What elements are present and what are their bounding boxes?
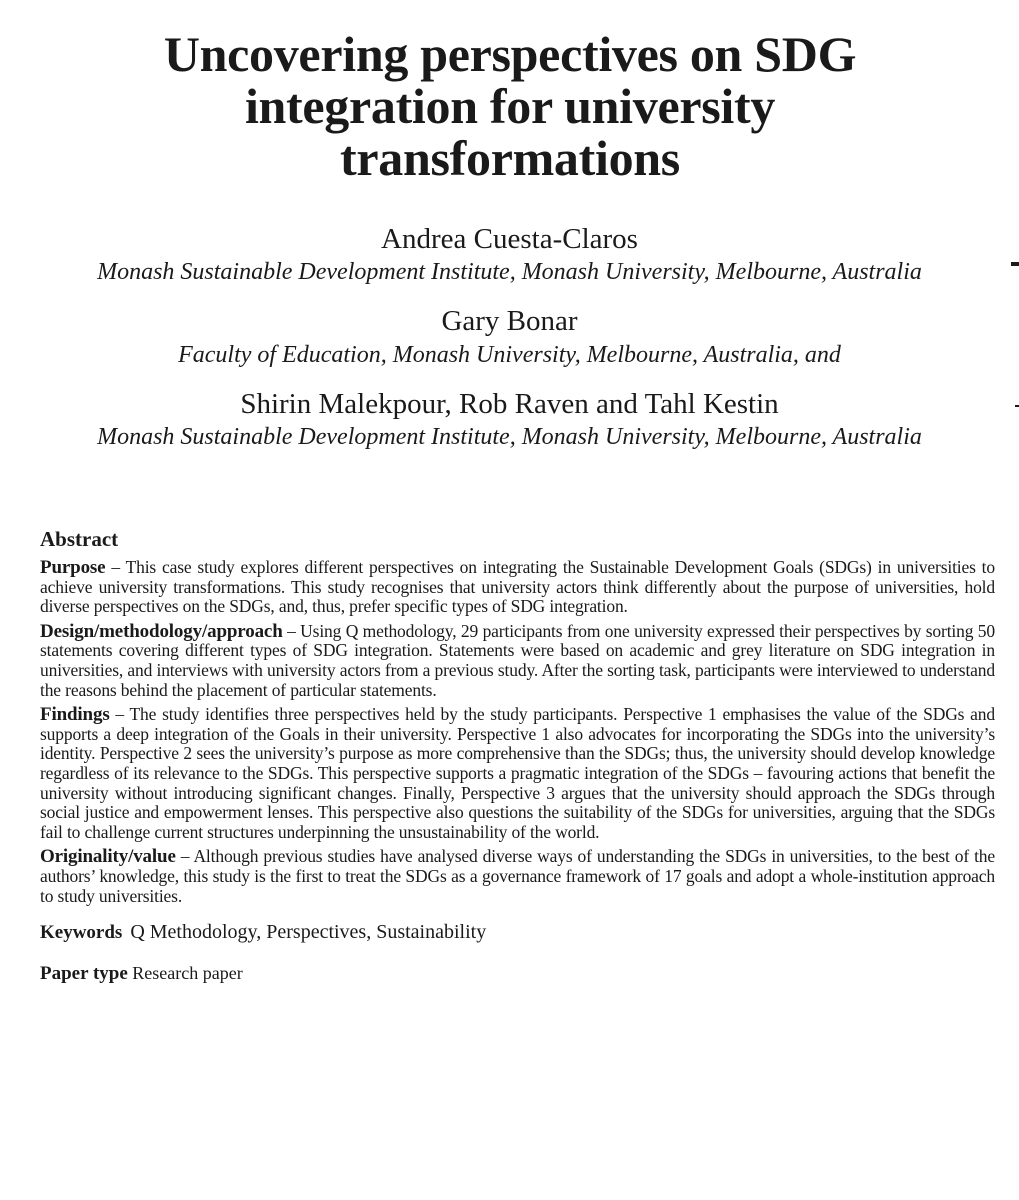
section-text: – This case study explores different perspectives on integrating the Sustainable Development Goals (SDGs) in universities to achieve university transformations. This study recognises that university actors think differently about the purpose of universities, hold diverse perspectives on the SDGs, and, thus, prefer specific types of SDG integration. [40, 557, 995, 617]
paper-type-label: Paper type [40, 963, 128, 985]
section-text: – The study identifies three perspectives held by the study participants. Perspective 1 emphasises the value of the SDGs and supports a deep integration of the Goals in their university. Perspective 1 also advocates for incorporating the SDGs into the university’s identity. Perspective 2 sees the university’s purpose as more comprehensive than the SDGs; thus, the university should develop knowledge regardless of its relevance to the SDGs. This perspective supports a pragmatic integration of the SDGs – favouring actions that benefit the university without introducing significant changes. Finally, Perspective 3 argues that the university should approach the SDGs through social justice and empowerment lenses. This perspective also questions the suitability of the SDGs for universities, arguing that the SDGs fail to challenge current structures underpinning the unsustainability of the world. [40, 704, 995, 842]
abstract-design [40, 622, 995, 700]
section-label: Purpose [40, 557, 106, 578]
author-affiliation: Monash Sustainable Development Institute, Monash University, Melbourne, Australia [97, 259, 922, 285]
title-line: transformations [340, 130, 680, 186]
author-affiliation: Faculty of Education, Monash University, Melbourne, Australia, and [178, 342, 841, 368]
paper-type-line [40, 962, 995, 985]
page-edge-mark [1015, 405, 1019, 407]
author-name: Andrea Cuesta-Claros [381, 223, 638, 255]
author-name: Shirin Malekpour, Rob Raven and Tahl Kestin [240, 388, 779, 420]
abstract-findings [40, 705, 995, 842]
section-label: Findings [40, 704, 110, 726]
abstract-heading: Abstract [40, 527, 119, 551]
keywords-line [40, 920, 995, 945]
paper-type-value: Research paper [132, 963, 243, 984]
author-name: Gary Bonar [441, 305, 578, 337]
author-affiliation: Monash Sustainable Development Institute, Monash University, Melbourne, Australia [97, 424, 922, 450]
abstract-originality [40, 847, 995, 906]
section-label: Originality/value [40, 846, 176, 868]
abstract-section [40, 524, 995, 985]
keywords-value: Q Methodology, Perspectives, Sustainability [130, 921, 487, 944]
paper-title [20, 28, 1000, 184]
section-text: – Using Q methodology, 29 participants from one university expressed their perspectives by sorting 50 statements covering different types of SDG integration. Statements were based on academic and grey literature on SDG integration in universities, and interviews with university actors from a previous study. After the sorting task, participants were interviewed to understand the reasons behind the placement of particular statements. [40, 620, 995, 700]
abstract-purpose [40, 558, 995, 617]
title-line: Uncovering perspectives on SDG [163, 26, 857, 82]
section-label: Design/methodology/approach [40, 620, 283, 642]
title-line: integration for university [244, 78, 776, 134]
page-edge-mark [1011, 262, 1019, 266]
keywords-label: Keywords [40, 922, 123, 944]
section-text: – Although previous studies have analysed diverse ways of understanding the SDGs in universities, to the best of the authors’ knowledge, this study is the first to treat the SDGs as a governance framework of 17 goals and adopt a whole-institution approach to study universities. [40, 846, 995, 906]
